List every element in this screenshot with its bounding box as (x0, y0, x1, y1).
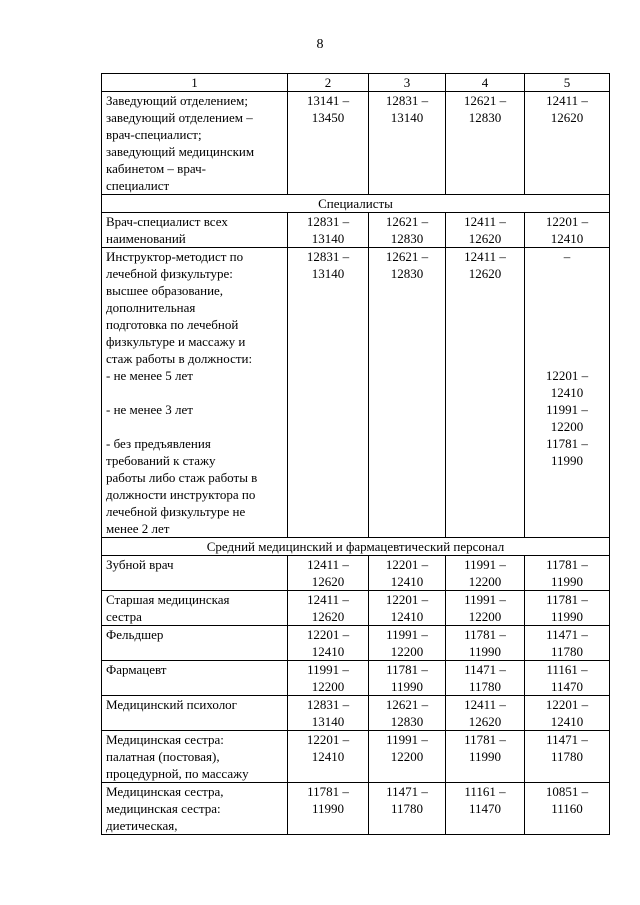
salary-range: 12621 – 12830 (369, 696, 446, 731)
table-row (102, 661, 610, 696)
header-col-4: 4 (446, 74, 525, 92)
position-name: Медицинская сестра: палатная (постовая), процедурной, по массажу (102, 731, 288, 783)
experience-5-years: - не менее 5 лет (106, 368, 193, 383)
header-col-3: 3 (369, 74, 446, 92)
salary-range: 11161 – 11470 (525, 661, 610, 696)
salary-range: 12411 – 12620 (446, 696, 525, 731)
table-row (102, 556, 610, 591)
section-row (102, 538, 610, 556)
salary-range: 12831 – 13140 (288, 696, 369, 731)
salary-range: 11781 – 11990 (369, 661, 446, 696)
page-number: 8 (316, 37, 324, 52)
position-name: Старшая медицинская сестра (102, 591, 288, 626)
salary-table (101, 73, 610, 835)
table-row (102, 696, 610, 731)
salary-range: – 12201 – 12410 11991 – 12200 11781 – 11990 (525, 248, 610, 538)
position-name: Фармацевт (102, 661, 288, 696)
header-col-2: 2 (288, 74, 369, 92)
salary-range: 11161 – 11470 (446, 783, 525, 835)
salary-range: 12831 – 13140 (288, 248, 369, 538)
salary-range: 11781 – 11990 (288, 783, 369, 835)
position-name: Медицинский психолог (102, 696, 288, 731)
salary-range: 12411 – 12620 (288, 591, 369, 626)
table-row (102, 626, 610, 661)
salary-range: 11991 – 12200 (288, 661, 369, 696)
salary-range: 12201 – 12410 (369, 591, 446, 626)
salary-range: 11991 – 12200 (369, 626, 446, 661)
salary-range: 12621 – 12830 (446, 92, 525, 195)
salary-range: 11471 – 11780 (369, 783, 446, 835)
section-title-middle-staff: Средний медицинский и фармацевтический персонал (102, 538, 610, 556)
position-name: Зубной врач (102, 556, 288, 591)
salary-range: 11471 – 11780 (525, 626, 610, 661)
salary-range: 12411 – 12620 (525, 92, 610, 195)
salary-range: 12411 – 12620 (446, 248, 525, 538)
salary-range: 12201 – 12410 (525, 213, 610, 248)
salary-range: 12201 – 12410 (288, 731, 369, 783)
header-col-1: 1 (102, 74, 288, 92)
table-row (102, 248, 610, 538)
salary-range: 12621 – 12830 (369, 213, 446, 248)
table-row (102, 731, 610, 783)
salary-range: 12831 – 13140 (288, 213, 369, 248)
position-name: Заведующий отделением; заведующий отделением – врач-специалист; заведующий медицинским кабинетом – врач- специалист (102, 92, 288, 195)
table-row (102, 591, 610, 626)
salary-range: 11781 – 11990 (446, 731, 525, 783)
salary-range: 11471 – 11780 (446, 661, 525, 696)
salary-range: 12201 – 12410 (288, 626, 369, 661)
salary-range: 11781 – 11990 (446, 626, 525, 661)
position-name: Медицинская сестра, медицинская сестра: диетическая, (102, 783, 288, 835)
salary-range: 11991 – 12200 (446, 591, 525, 626)
salary-range: 12411 – 12620 (288, 556, 369, 591)
position-name: Инструктор-методист по лечебной физкультуре: высшее образование, дополнительная подготовка по лечебной физкультуре и массажу и стаж работы в должности: - не менее 5 лет - не менее 3 лет - без предъявления требований к стажу работы либо стаж работы в должности инструктора по лечебной физкультуре не менее 2 лет (102, 248, 288, 538)
section-row (102, 195, 610, 213)
section-title-specialists: Специалисты (102, 195, 610, 213)
header-col-5: 5 (525, 74, 610, 92)
salary-range: 12411 – 12620 (446, 213, 525, 248)
position-name: Фельдшер (102, 626, 288, 661)
table-row (102, 92, 610, 195)
salary-range: 10851 – 11160 (525, 783, 610, 835)
table-row (102, 783, 610, 835)
salary-range: 12831 – 13140 (369, 92, 446, 195)
header-row (102, 74, 610, 92)
table-row (102, 213, 610, 248)
salary-range: 11781 – 11990 (525, 556, 610, 591)
salary-range: 11781 – 11990 (525, 591, 610, 626)
salary-range: 13141 – 13450 (288, 92, 369, 195)
position-name: Врач-специалист всех наименований (102, 213, 288, 248)
salary-range: 11991 – 12200 (369, 731, 446, 783)
salary-range: 11991 – 12200 (446, 556, 525, 591)
salary-range: 12201 – 12410 (525, 696, 610, 731)
salary-range: 11471 – 11780 (525, 731, 610, 783)
experience-3-years: - не менее 3 лет (106, 402, 193, 417)
salary-range: 12201 – 12410 (369, 556, 446, 591)
salary-range: 12621 – 12830 (369, 248, 446, 538)
